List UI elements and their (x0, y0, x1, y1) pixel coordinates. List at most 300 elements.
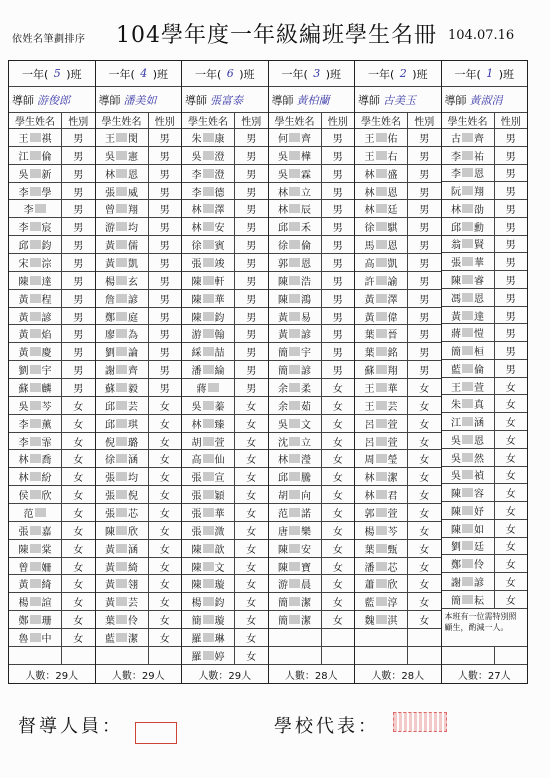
student-gender: 男 (159, 366, 170, 378)
student-name: 林 澤 (182, 200, 235, 217)
teacher-label: 導師 (98, 93, 121, 107)
student-gender: 男 (246, 133, 257, 145)
student-name: 陳 如 (442, 520, 495, 537)
student-gender: 女 (505, 435, 516, 447)
student-gender: 女 (505, 400, 516, 412)
student-row (96, 504, 182, 522)
redaction-mark (203, 419, 214, 428)
student-row (182, 558, 268, 576)
student-gender: 女 (419, 437, 430, 449)
student-gender: 女 (505, 578, 516, 590)
student-gender: 男 (332, 169, 343, 181)
redaction-mark (35, 508, 46, 517)
student-row (355, 325, 441, 343)
student-row (269, 165, 355, 183)
student-gender: 女 (246, 508, 257, 520)
student-name: 羅 婷 (182, 647, 235, 664)
student-gender: 男 (73, 223, 84, 235)
empty-cell (96, 647, 149, 664)
student-gender: 男 (505, 204, 516, 216)
student-row (269, 200, 355, 218)
empty-cell (355, 629, 408, 646)
student-gender: 女 (419, 508, 430, 520)
student-row (96, 468, 182, 486)
student-row (182, 254, 268, 272)
student-name: 黃 芸 (96, 593, 149, 610)
column-header-row (269, 113, 355, 129)
student-name: 葉 甄 (355, 540, 408, 557)
class-prefix: 一年( (281, 67, 308, 81)
student-row (442, 538, 528, 556)
student-name: 徐 騏 (355, 218, 408, 235)
redaction-mark (116, 633, 127, 642)
student-row (182, 272, 268, 290)
student-gender: 女 (505, 489, 516, 501)
class-column-2 (355, 61, 442, 683)
student-gender: 男 (159, 383, 170, 395)
student-gender: 女 (159, 508, 170, 520)
redaction-mark (30, 490, 41, 499)
student-name: 劉 宇 (9, 361, 62, 378)
student-row (442, 129, 528, 147)
student-name: 游 翰 (182, 325, 235, 342)
student-gender: 男 (159, 348, 170, 360)
student-gender: 男 (73, 276, 84, 288)
student-gender: 女 (73, 455, 84, 467)
student-gender: 女 (419, 383, 430, 395)
student-row (182, 468, 268, 486)
redaction-mark (289, 204, 300, 213)
student-row (96, 343, 182, 361)
redaction-mark (462, 346, 473, 355)
empty-cell (408, 647, 441, 664)
student-row (355, 165, 441, 183)
student-row (269, 450, 355, 468)
empty-cell (408, 629, 441, 646)
teacher-signature: 黃淑涓 (469, 93, 503, 107)
student-name: 綵 喆 (182, 343, 235, 360)
student-row (269, 504, 355, 522)
student-row (269, 254, 355, 272)
student-gender: 女 (246, 419, 257, 431)
student-name: 唐 樂 (269, 522, 322, 539)
student-row (9, 183, 95, 201)
student-gender: 男 (246, 294, 257, 306)
redaction-mark (376, 490, 387, 499)
student-row (96, 200, 182, 218)
student-name: 簡 潔 (269, 593, 322, 610)
student-gender: 女 (332, 437, 343, 449)
class-prefix: 一年( (108, 67, 135, 81)
redaction-mark (289, 615, 300, 624)
redaction-mark (376, 454, 387, 463)
gender-column-header: 性別 (68, 117, 89, 128)
student-row (9, 343, 95, 361)
redaction-mark (116, 133, 127, 142)
student-row (355, 433, 441, 451)
redaction-mark (462, 506, 473, 515)
student-row (355, 647, 441, 665)
student-name: 鄭 伶 (442, 555, 495, 572)
empty-cell (495, 647, 528, 664)
redaction-mark (116, 508, 127, 517)
student-row (442, 342, 528, 360)
student-gender: 男 (73, 187, 84, 199)
student-row (182, 540, 268, 558)
student-gender: 女 (419, 562, 430, 574)
student-count: 人數：28人 (284, 670, 338, 682)
student-row (182, 308, 268, 326)
redaction-mark (289, 347, 300, 356)
student-gender: 男 (159, 241, 170, 253)
student-row (355, 147, 441, 165)
student-name: 曾 姍 (9, 558, 62, 575)
redaction-mark (376, 294, 387, 303)
student-row (355, 236, 441, 254)
redaction-mark (30, 597, 41, 606)
empty-cell (9, 647, 62, 664)
student-name: 陳 華 (182, 290, 235, 307)
teacher-label: 導師 (12, 93, 34, 107)
student-gender: 男 (246, 223, 257, 235)
student-row (355, 629, 441, 647)
student-gender: 男 (419, 348, 430, 360)
student-row (96, 183, 182, 201)
redaction-mark (30, 294, 41, 303)
student-name: 潘 綸 (182, 361, 235, 378)
redaction-mark (376, 276, 387, 285)
redaction-mark (116, 365, 127, 374)
student-gender: 女 (505, 560, 516, 572)
student-row (269, 361, 355, 379)
student-name: 陳 歆 (182, 540, 235, 557)
student-name: 陳 妤 (442, 502, 495, 519)
redaction-mark (289, 222, 300, 231)
student-row (9, 522, 95, 540)
student-row (442, 413, 528, 431)
student-name: 呂 萱 (355, 433, 408, 450)
student-gender: 女 (332, 455, 343, 467)
student-gender: 女 (73, 419, 84, 431)
student-gender: 男 (332, 330, 343, 342)
student-gender: 女 (73, 616, 84, 628)
student-row (9, 629, 95, 647)
student-gender: 女 (419, 598, 430, 610)
student-row (355, 468, 441, 486)
redaction-mark (376, 508, 387, 517)
redaction-mark (289, 401, 300, 410)
teacher-label: 導師 (185, 93, 207, 107)
student-gender: 男 (332, 187, 343, 199)
student-name: 吳 文 (269, 415, 322, 432)
student-gender: 女 (505, 471, 516, 483)
teacher-row (9, 87, 95, 113)
teacher-row (442, 87, 528, 113)
redaction-mark (116, 526, 127, 535)
student-gender: 女 (159, 437, 170, 449)
student-gender: 男 (73, 294, 84, 306)
student-gender: 女 (246, 455, 257, 467)
student-row (269, 236, 355, 254)
student-name: 高 凱 (355, 254, 408, 271)
redaction-mark (30, 615, 41, 624)
student-gender: 女 (73, 508, 84, 520)
student-name: 劉 論 (96, 343, 149, 360)
redaction-mark (30, 312, 41, 321)
student-row (182, 647, 268, 665)
redaction-mark (203, 169, 214, 178)
student-gender: 女 (332, 598, 343, 610)
student-name: 張 宣 (182, 468, 235, 485)
redaction-mark (116, 597, 127, 606)
student-name: 徐 賓 (182, 236, 235, 253)
student-name: 簡 桓 (442, 342, 495, 359)
student-name: 林 劭 (442, 200, 495, 217)
class-number: 5 (53, 67, 61, 80)
redaction-mark (289, 312, 300, 321)
student-gender: 男 (73, 330, 84, 342)
student-name: 王 萱 (442, 378, 495, 395)
student-gender: 女 (246, 598, 257, 610)
student-gender: 男 (332, 241, 343, 253)
student-gender: 女 (246, 473, 257, 485)
redaction-mark (462, 559, 473, 568)
student-name: 王 祺 (9, 129, 62, 146)
student-row (182, 486, 268, 504)
student-row (355, 575, 441, 593)
student-row (442, 467, 528, 485)
student-name: 朱 康 (182, 129, 235, 146)
redaction-mark (116, 151, 127, 160)
redaction-mark (289, 329, 300, 338)
student-name: 馮 恩 (442, 289, 495, 306)
redaction-mark (208, 383, 219, 392)
student-name: 游 晨 (269, 575, 322, 592)
student-row (442, 360, 528, 378)
student-row (9, 433, 95, 451)
student-name: 阮 翔 (442, 182, 495, 199)
student-gender: 女 (505, 542, 516, 554)
redaction-mark (376, 258, 387, 267)
redaction-mark (30, 633, 41, 642)
student-name: 葉 晉 (355, 325, 408, 342)
student-name: 張 竣 (182, 254, 235, 271)
student-gender: 男 (246, 366, 257, 378)
student-name: 藍 倫 (442, 360, 495, 377)
student-gender: 女 (246, 437, 257, 449)
class-prefix: 一年( (367, 67, 395, 81)
student-name: 蔣 (182, 379, 235, 396)
student-row (442, 591, 528, 609)
student-row (355, 397, 441, 415)
redaction-mark (289, 294, 300, 303)
student-name: 范 諾 (269, 504, 322, 521)
student-row (442, 324, 528, 342)
student-gender: 男 (419, 169, 430, 181)
student-gender: 男 (332, 366, 343, 378)
student-name: 簡 潔 (269, 611, 322, 628)
student-gender: 男 (159, 223, 170, 235)
student-row (96, 290, 182, 308)
student-name: 周 瑩 (355, 450, 408, 467)
student-gender: 男 (505, 311, 516, 323)
student-row (355, 486, 441, 504)
redaction-mark (203, 579, 214, 588)
student-name: 林 恩 (96, 165, 149, 182)
redaction-mark (289, 383, 300, 392)
student-name: 古 齊 (442, 129, 495, 146)
redaction-mark (203, 633, 214, 642)
redaction-mark (203, 401, 214, 410)
redaction-mark (30, 276, 41, 285)
student-gender: 男 (505, 187, 516, 199)
student-name: 翁 賢 (442, 236, 495, 253)
redaction-mark (30, 222, 41, 231)
student-name: 詹 諺 (96, 290, 149, 307)
class-prefix: 一年( (21, 67, 49, 81)
student-gender: 男 (419, 330, 430, 342)
student-row (442, 218, 528, 236)
student-name: 蔣 愷 (442, 324, 495, 341)
student-name: 江 倫 (9, 147, 62, 164)
student-row (182, 397, 268, 415)
student-name: 張 威 (96, 183, 149, 200)
student-gender: 男 (73, 169, 84, 181)
student-row (9, 558, 95, 576)
student-row (269, 415, 355, 433)
gender-column-header: 性別 (154, 117, 175, 128)
student-name: 吳 恩 (442, 431, 495, 448)
student-gender: 女 (159, 544, 170, 556)
redaction-mark (203, 151, 214, 160)
student-name: 張 嘉 (9, 522, 62, 539)
student-name: 邱 騰 (269, 468, 322, 485)
student-gender: 女 (246, 562, 257, 574)
class-number: 6 (226, 67, 234, 80)
student-name: 林 瀅 (269, 450, 322, 467)
student-row (269, 468, 355, 486)
student-name: 游 均 (96, 218, 149, 235)
student-gender: 女 (73, 473, 84, 485)
student-gender: 女 (73, 598, 84, 610)
student-gender: 男 (505, 293, 516, 305)
gender-column-header: 性別 (500, 117, 521, 128)
redaction-mark (289, 508, 300, 517)
student-gender: 男 (332, 151, 343, 163)
student-row (9, 593, 95, 611)
student-gender: 女 (505, 506, 516, 518)
redaction-mark (462, 470, 473, 479)
student-gender: 男 (419, 258, 430, 270)
student-gender: 女 (419, 544, 430, 556)
teacher-row (96, 87, 182, 113)
column-header-row (355, 113, 441, 129)
student-gender: 男 (505, 258, 516, 270)
student-gender: 男 (159, 133, 170, 145)
class-suffix: )班 (325, 67, 342, 81)
student-name: 林 喬 (9, 450, 62, 467)
student-name: 李 祐 (442, 147, 495, 164)
student-name: 簡 宇 (269, 343, 322, 360)
student-gender: 男 (419, 133, 430, 145)
student-row (355, 522, 441, 540)
student-name: 陳 棠 (9, 540, 62, 557)
student-row (9, 397, 95, 415)
student-name: 黃 諺 (269, 325, 322, 342)
teacher-signature: 古美玉 (383, 93, 416, 107)
student-row (182, 218, 268, 236)
student-name: 陳 璇 (182, 575, 235, 592)
student-name: 廖 為 (96, 325, 149, 342)
student-gender: 女 (332, 419, 343, 431)
student-gender: 男 (73, 205, 84, 217)
redaction-mark (30, 437, 41, 446)
student-row (442, 289, 528, 307)
student-gender: 女 (159, 473, 170, 485)
student-gender: 男 (159, 151, 170, 163)
student-name: 李 恩 (442, 165, 495, 182)
student-gender: 男 (73, 383, 84, 395)
student-name: 楊 玄 (96, 272, 149, 289)
sort-note: 依姓名筆劃排序 (12, 34, 86, 45)
redaction-mark (116, 544, 127, 553)
student-name: 劉 廷 (442, 538, 495, 555)
redaction-mark (462, 524, 473, 533)
redaction-mark (203, 472, 214, 481)
student-row (182, 575, 268, 593)
student-gender: 女 (332, 473, 343, 485)
student-row (442, 520, 528, 538)
student-gender: 女 (505, 453, 516, 465)
redaction-mark (462, 311, 473, 320)
student-row (9, 611, 95, 629)
student-name: 邱 勳 (442, 218, 495, 235)
student-count: 人數：27人 (457, 670, 511, 682)
student-row (9, 290, 95, 308)
class-header (182, 61, 268, 87)
student-row (269, 540, 355, 558)
student-name: 陳 安 (269, 540, 322, 557)
student-gender: 男 (159, 258, 170, 270)
student-row (182, 200, 268, 218)
student-gender: 男 (246, 169, 257, 181)
student-list (442, 129, 528, 665)
document-date: 104.07.16 (448, 28, 515, 43)
class-header (442, 61, 528, 87)
student-row (442, 647, 528, 665)
redaction-mark (116, 490, 127, 499)
student-name: 羅 琳 (182, 629, 235, 646)
redaction-mark (30, 240, 41, 249)
student-row (96, 165, 182, 183)
class-note: 本班有一位需特別照顧生，酌減一人。 (442, 609, 528, 648)
redaction-mark (462, 595, 473, 604)
student-gender: 女 (246, 633, 257, 645)
redaction-mark (376, 419, 387, 428)
redaction-mark (462, 293, 473, 302)
redaction-mark (116, 562, 127, 571)
student-name: 張 華 (182, 504, 235, 521)
student-row (355, 183, 441, 201)
student-row (269, 129, 355, 147)
redaction-mark (30, 133, 41, 142)
teacher-signature: 游俊郎 (37, 93, 70, 107)
redaction-mark (289, 597, 300, 606)
student-name: 林 立 (269, 183, 322, 200)
student-row (269, 183, 355, 201)
student-gender: 女 (159, 455, 170, 467)
student-name: 馬 恩 (355, 236, 408, 253)
